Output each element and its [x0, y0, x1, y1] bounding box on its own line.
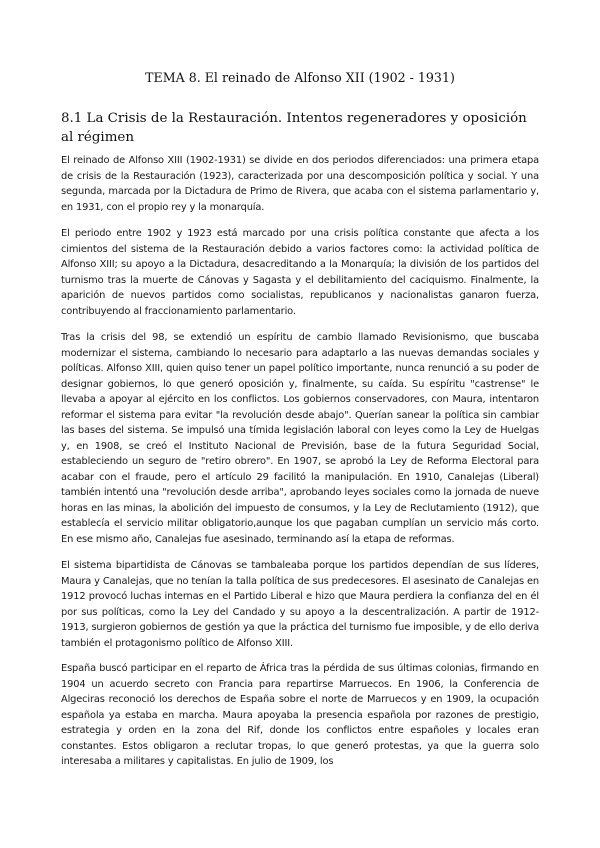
document-title: TEMA 8. El reinado de Alfonso XII (1902 - 1931): [145, 70, 455, 85]
paragraph-bipartisan-system: El sistema bipartidista de Cánovas se tambaleaba porque los partidos dependían de sus líderes, Maura y Canalejas, que no tenían la talla política de sus predecesores. El asesinato de Canalejas en 1912 provocó luchas internas en el Partido Liberal e hizo que Maura perdiera la confianza del en él por sus políticas, como la Ley del Candado y su apoyo a la descentralización. A partir de 1912-1913, surgieron gobiernos de gestión ya que la práctica del turnismo fue imposible, y de ello deriva también el protagonismo político de Alfonso XIII.: [61, 560, 539, 649]
paragraph-africa: España buscó participar en el reparto de África tras la pérdida de sus últimas colonias, firmando en 1904 un acuerdo secreto con Francia para repartirse Marruecos. En 1906, la Conferencia de Algeciras reconoció los derechos de España sobre el norte de Marruecos y en 1909, la ocupación española ya estaba en marcha. Maura apoyaba la presencia española por razones de prestigio, estrategia y orden en la zona del Rif, donde los conflictos entre españoles y locales eran constantes. Estos obligaron a reclutar tropas, lo que generó protestas, ya que la guerra solo interesaba a militares y capitalistas. En julio de 1909, los: [61, 663, 539, 767]
paragraph-intro: El reinado de Alfonso XIII (1902-1931) se divide en dos periodos diferenciados: una primera etapa de crisis de la Restauración (1923), caracterizada por una descomposición política y social. Y una segunda, marcada por la Dictadura de Primo de Rivera, que acaba con el sistema parlamentario y, en 1931, con el propio rey y la monarquía.: [61, 155, 539, 213]
paragraph-revisionism: Tras la crisis del 98, se extendió un espíritu de cambio llamado Revisionismo, que buscaba modernizar el sistema, cambiando lo necesario para adaptarlo a las nuevas demandas sociales y políticas. Alfonso XIII, quien quiso tener un papel político importante, nunca renunció a su poder de designar gobiernos, lo que generó oposición y, finalmente, su caída. Su espíritu "castrense" le llevaba a apoyar al ejército en los conflictos. Los gobiernos conservadores, con Maura, intentaron reformar el sistema para evitar "la revolución desde abajo". Querían sanear la política sin cambiar las bases del sistema. Se impulsó una tímida legislación laboral con leyes como la Ley de Huelgas y, en 1908, se creó el Instituto Nacional de Previsión, base de la futura Seguridad Social, estableciendo un seguro de "retiro obrero". En 1907, se aprobó la Ley de Reforma Electoral para acabar con el fraude, pero el artículo 29 facilitó la manipulación. En 1910, Canalejas (Liberal) también intentó una "revolución desde arriba", aprobando leyes sociales como la jornada de nueve horas en las minas, la abolición del impuesto de consumos, y la Ley de Reclutamiento (1912), que establecía el servicio militar obligatorio,aunque los que pagaban cumplían un servicio más corto. En ese mismo año, Canalejas fue asesinado, terminando así la etapa de reformas.: [61, 332, 539, 545]
paragraph-political-crisis: El periodo entre 1902 y 1923 está marcado por una crisis política constante que afecta a los cimientos del sistema de la Restauración debido a varios factores como: la actividad política de Alfonso XIII; su apoyo a la Dictadura, desacreditando a la Monarquía; la división de los partidos del turnismo tras la muerte de Cánovas y Sagasta y el debilitamiento del caciquismo. Finalmente, la aparición de nuevos partidos como socialistas, republicanos y nacionalistas ganaron fuerza, contribuyendo al fraccionamiento parlamentario.: [61, 228, 539, 317]
section-heading: 8.1 La Crisis de la Restauración. Intentos regeneradores y oposición al régimen: [61, 111, 527, 145]
